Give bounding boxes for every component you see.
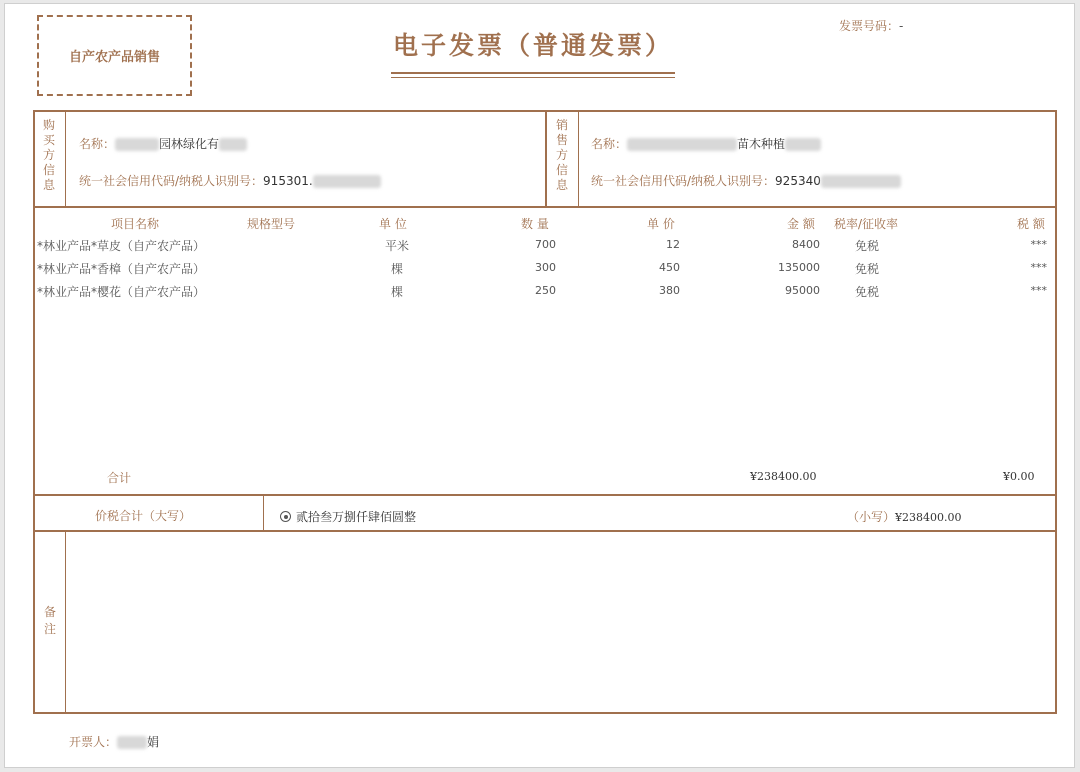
seller-label-char: 息 — [555, 178, 568, 192]
buyer-name-label: 名称 — [79, 137, 104, 151]
remarks-box — [33, 530, 1057, 714]
remarks-label-char: 注 — [43, 622, 56, 636]
grand-total-small — [847, 508, 962, 525]
buyer-credit-code — [79, 172, 381, 189]
item-amount: 95000 — [785, 284, 820, 297]
invoice-title: 电子发票（普通发票） — [392, 31, 673, 60]
item-price: 12 — [666, 238, 680, 251]
title-underline — [391, 72, 675, 74]
stamp-text: 自产农产品销售 — [68, 50, 160, 65]
item-rate: 免税 — [855, 262, 880, 276]
col-price: 单 价 — [647, 217, 675, 231]
col-spec: 规格型号 — [247, 217, 296, 231]
total-amount: ¥238400.00 — [750, 470, 817, 483]
buyer-name-value: 园林绿化有 — [159, 137, 220, 151]
item-name: *林业产品*香樟（自产农产品） — [37, 262, 206, 276]
item-name: *林业产品*草皮（自产农产品） — [37, 239, 206, 253]
item-unit: 棵 — [391, 262, 404, 276]
redaction-blur — [627, 138, 737, 151]
item-unit: 棵 — [391, 285, 404, 299]
seller-credit-value: 925340 — [775, 174, 821, 188]
seller-side-label — [554, 118, 570, 193]
item-tax: *** — [1030, 261, 1047, 274]
seller-label-char: 方 — [555, 148, 568, 162]
remarks-label — [42, 604, 58, 638]
total-label: 合计 — [107, 471, 132, 485]
redaction-blur — [785, 138, 821, 151]
circle-x-icon — [280, 511, 291, 522]
item-qty: 300 — [535, 261, 556, 274]
issuer-value: 娟 — [147, 735, 160, 749]
invoice-number-value: - — [899, 19, 904, 33]
seller-name-value: 苗木种植 — [737, 137, 786, 151]
invoice-number — [839, 17, 903, 34]
col-unit: 单 位 — [379, 217, 407, 231]
grand-total-divider — [263, 495, 264, 531]
buyer-credit-label: 统一社会信用代码/纳税人识别号： — [79, 174, 264, 188]
item-unit: 平米 — [385, 239, 410, 253]
seller-credit-label: 统一社会信用代码/纳税人识别号： — [591, 174, 776, 188]
invoice-page — [4, 3, 1075, 768]
col-item-name: 项目名称 — [111, 217, 160, 231]
redaction-blur — [117, 736, 147, 749]
item-tax: *** — [1030, 238, 1047, 251]
item-rate: 免税 — [855, 285, 880, 299]
redaction-blur — [821, 175, 901, 188]
buyer-credit-value: 915301. — [263, 174, 313, 188]
remarks-label-char: 备 — [43, 605, 56, 619]
seller-label-char: 销 — [555, 118, 568, 132]
item-tax: *** — [1030, 284, 1047, 297]
col-qty: 数 量 — [521, 217, 549, 231]
invoice-number-label: 发票号码： — [839, 19, 900, 33]
item-qty: 700 — [535, 238, 556, 251]
title-underline-thin — [391, 77, 675, 78]
buyer-label-char: 息 — [42, 178, 55, 192]
issuer-label: 开票人： — [69, 735, 118, 749]
col-amount: 金 额 — [787, 217, 815, 231]
small-amount: ¥238400.00 — [895, 511, 962, 524]
buyer-seller-divider — [545, 111, 547, 207]
grand-total-label: 价税合计（大写） — [95, 509, 192, 523]
buyer-name: 名称： 园林绿化有 — [79, 135, 247, 152]
small-label: （小写） — [847, 510, 896, 524]
buyer-label-divider — [65, 111, 66, 207]
seller-name-label: 名称 — [591, 137, 616, 151]
buyer-label-char: 买 — [42, 133, 55, 147]
remarks-divider — [65, 531, 66, 713]
seller-name: 名称： 苗木种植 — [591, 135, 821, 152]
seller-label-char: 售 — [555, 133, 568, 147]
buyer-label-char: 购 — [42, 118, 55, 132]
item-amount: 8400 — [792, 238, 820, 251]
seller-credit-code — [591, 172, 901, 189]
item-name: *林业产品*樱花（自产农产品） — [37, 285, 206, 299]
item-price: 380 — [659, 284, 680, 297]
self-produced-agri-stamp — [37, 15, 192, 96]
seller-label-divider — [578, 111, 579, 207]
redaction-blur — [313, 175, 381, 188]
buyer-label-char: 方 — [42, 148, 55, 162]
redaction-blur — [115, 138, 159, 151]
item-rate: 免税 — [855, 239, 880, 253]
item-price: 450 — [659, 261, 680, 274]
item-qty: 250 — [535, 284, 556, 297]
item-amount: 135000 — [778, 261, 820, 274]
uppercase-amount: 贰拾叁万捌仟肆佰圆整 — [296, 510, 417, 524]
grand-total-uppercase — [280, 508, 416, 525]
buyer-label-char: 信 — [42, 163, 55, 177]
issuer — [69, 733, 159, 750]
redaction-blur — [219, 138, 247, 151]
total-tax: ¥0.00 — [1003, 470, 1035, 483]
col-rate: 税率/征收率 — [834, 217, 899, 231]
buyer-side-label — [41, 118, 57, 193]
col-tax: 税 额 — [1017, 217, 1045, 231]
seller-label-char: 信 — [555, 163, 568, 177]
